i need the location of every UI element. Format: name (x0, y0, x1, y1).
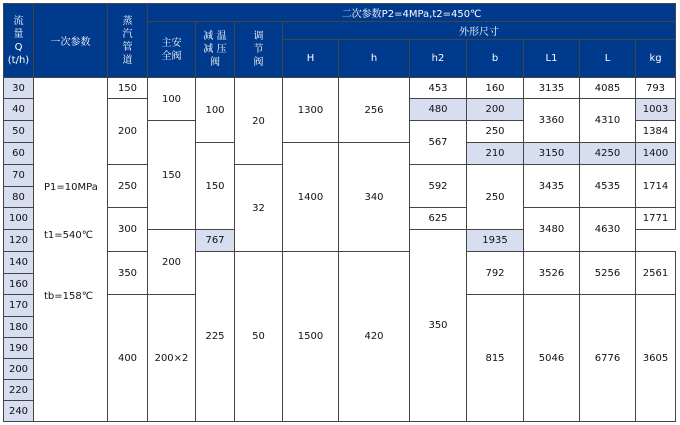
L1-cell: 3435 (524, 165, 580, 208)
flow-cell: 50 (4, 121, 34, 143)
h2-cell: 767 (196, 230, 235, 252)
flow-cell: 70 (4, 165, 34, 187)
b-cell: 160 (467, 78, 524, 99)
col-L-header: L (580, 40, 636, 78)
flow-cell: 200 (4, 359, 34, 380)
L1-cell: 3135 (524, 78, 580, 99)
flow-cell: 120 (4, 230, 34, 252)
h2-cell: 567 (410, 121, 467, 165)
L1-cell: 5046 (524, 295, 580, 422)
h2-cell: 453 (410, 78, 467, 99)
h2-cell: 815 (467, 295, 524, 422)
param-t1: t1=540℃ (44, 230, 93, 241)
regulator-cell: 32 (235, 165, 283, 252)
flow-cell: 190 (4, 338, 34, 359)
flow-cell: 140 (4, 252, 34, 274)
kg-cell: 1771 (636, 208, 676, 230)
main-valve-cell: 200×2 (148, 295, 196, 422)
L-cell: 4630 (580, 208, 636, 252)
L1-cell: 3526 (524, 252, 580, 295)
flow-cell: 180 (4, 317, 34, 338)
regulator-cell: 20 (235, 78, 283, 165)
kg-cell: 3605 (636, 295, 676, 422)
kg-cell: 1003 (636, 99, 676, 121)
flow-cell: 80 (4, 187, 34, 208)
steam-pipe-cell: 350 (108, 252, 148, 295)
b-cell: 250 (467, 165, 524, 230)
col-b-header: b (467, 40, 524, 78)
reducer-header: 减 温 减 压 阀 (196, 22, 235, 78)
kg-cell: 793 (636, 78, 676, 99)
flow-cell: 100 (4, 208, 34, 230)
steam-pipe-cell: 200 (108, 99, 148, 165)
col-L1-header: L1 (524, 40, 580, 78)
flow-cell: 220 (4, 380, 34, 401)
col-h2-header: h2 (410, 40, 467, 78)
L-cell: 6776 (580, 295, 636, 422)
col-H-header: H (283, 40, 339, 78)
kg-cell: 1935 (467, 230, 524, 252)
main-valve-header: 主安 全阀 (148, 22, 196, 78)
H-cell: 1300 (283, 78, 339, 143)
b-cell: 210 (467, 143, 524, 165)
b-cell: 350 (410, 230, 467, 422)
H-cell: 1400 (283, 143, 339, 252)
L1-cell: 3360 (524, 99, 580, 143)
kg-cell: 1714 (636, 165, 676, 208)
h2-cell: 480 (410, 99, 467, 121)
L-cell: 5256 (580, 252, 636, 295)
h2-cell: 792 (467, 252, 524, 295)
L-cell: 4085 (580, 78, 636, 99)
main-valve-cell: 200 (148, 230, 196, 295)
param-tb: tb=158℃ (44, 291, 93, 302)
kg-cell: 1400 (636, 143, 676, 165)
spec-table (3, 3, 676, 422)
L1-cell: 3150 (524, 143, 580, 165)
h2-cell: 625 (410, 208, 467, 230)
flow-cell: 40 (4, 99, 34, 121)
primary-params-header: 一次参数 (34, 4, 108, 78)
col-h-header: h (339, 40, 410, 78)
flow-header: 流 量 Q (t/h) (4, 4, 34, 78)
col-kg-header: kg (636, 40, 676, 78)
flow-cell: 240 (4, 401, 34, 422)
reducer-cell: 150 (196, 143, 235, 230)
steam-pipe-cell: 400 (108, 295, 148, 422)
steam-pipe-header: 蒸 汽 管 道 (108, 4, 148, 78)
dims-header: 外形尺寸 (283, 22, 676, 40)
h2-cell: 592 (410, 165, 467, 208)
L-cell: 4250 (580, 143, 636, 165)
flow-cell: 60 (4, 143, 34, 165)
steam-pipe-cell: 250 (108, 165, 148, 208)
steam-pipe-cell: 300 (108, 208, 148, 252)
flow-cell: 30 (4, 78, 34, 99)
kg-cell: 2561 (636, 252, 676, 295)
kg-cell: 1384 (636, 121, 676, 143)
regulator-header: 调 节 阀 (235, 22, 283, 78)
h-cell: 420 (339, 252, 410, 422)
param-p1: P1=10MPa (44, 182, 98, 193)
regulator-cell: 50 (235, 252, 283, 422)
b-cell: 250 (467, 121, 524, 143)
L-cell: 4310 (580, 99, 636, 143)
H-cell: 1500 (283, 252, 339, 422)
b-cell: 200 (467, 99, 524, 121)
main-valve-cell: 150 (148, 121, 196, 230)
flow-cell: 170 (4, 295, 34, 317)
flow-cell: 160 (4, 274, 34, 295)
L1-cell: 3480 (524, 208, 580, 252)
secondary-params-header: 二次参数P2=4MPa,t2=450℃ (148, 4, 676, 22)
main-valve-cell: 100 (148, 78, 196, 121)
steam-pipe-cell: 150 (108, 78, 148, 99)
reducer-cell: 225 (196, 252, 235, 422)
primary-params-cell (34, 78, 108, 422)
h-cell: 256 (339, 78, 410, 143)
h-cell: 340 (339, 143, 410, 252)
L-cell: 4535 (580, 165, 636, 208)
spec-table-container (3, 3, 676, 422)
reducer-cell: 100 (196, 78, 235, 143)
